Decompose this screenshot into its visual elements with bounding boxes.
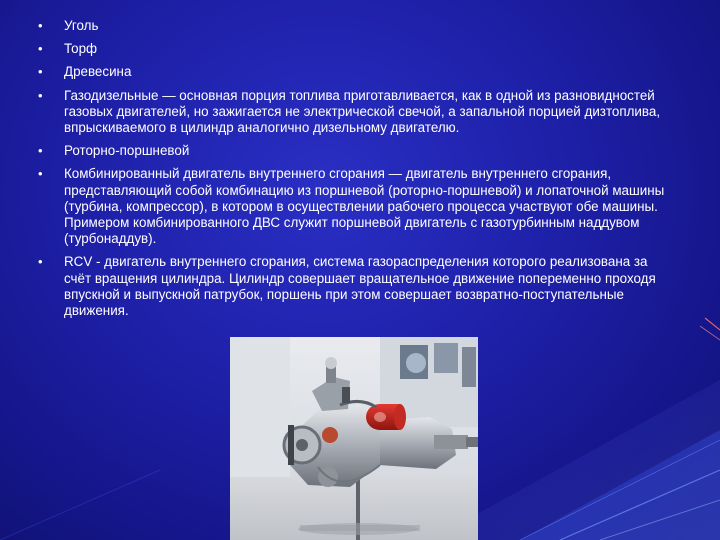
engine-image — [230, 337, 478, 540]
bullet-item-wood — [36, 64, 672, 80]
bullet-marker: • — [38, 166, 43, 182]
bullet-text: Торф — [64, 41, 98, 57]
bullet-item-rcv — [36, 254, 672, 319]
bullet-marker: • — [38, 18, 43, 33]
bullet-item-combined-engine — [36, 166, 672, 247]
bullet-marker: • — [38, 64, 43, 80]
bullet-text: RCV - двигатель внутреннего сгорания, система газораспределения которого реализована за счёт вращения цилиндра. Цилиндр совершает вращательное движение попеременно проходя впускной и выпускной патрубок, поршень при этом совершает возвратно-поступательные движения. — [64, 254, 656, 319]
bullet-item-peat — [36, 41, 672, 57]
bullet-item-rotary-piston — [36, 143, 672, 159]
bullet-text: Уголь — [64, 18, 99, 33]
bullet-text: Древесина — [64, 64, 132, 80]
bullet-text: Газодизельные — основная порция топлива приготавливается, как в одной из разновидностей газовых двигателей, но зажигается не электрической свечой, а запальной порцией дизтоплива, впрыскиваемого в цилиндр аналогично дизельному двигателю. — [64, 87, 661, 136]
bullet-marker: • — [38, 41, 43, 57]
bullet-list — [36, 18, 672, 326]
bullet-text: Комбинированный двигатель внутреннего сгорания — двигатель внутреннего сгорания, представляющий собой комбинацию из поршневой (роторно-поршневой) и лопаточной машины (турбина, компрессор), в котором в осуществлении рабочего процесса участвуют обе машины. Примером комбинированного ДВС служит поршневой двигатель с газотурбинным наддувом (турбонаддув). — [64, 166, 665, 247]
bullet-marker: • — [38, 254, 43, 270]
bullet-item-coal — [36, 18, 672, 34]
bullet-marker: • — [38, 143, 43, 159]
bullet-item-gas-diesel — [36, 88, 672, 137]
bullet-text: Роторно-поршневой — [64, 143, 190, 159]
bullet-marker: • — [38, 87, 43, 103]
engine-photo — [230, 337, 478, 540]
